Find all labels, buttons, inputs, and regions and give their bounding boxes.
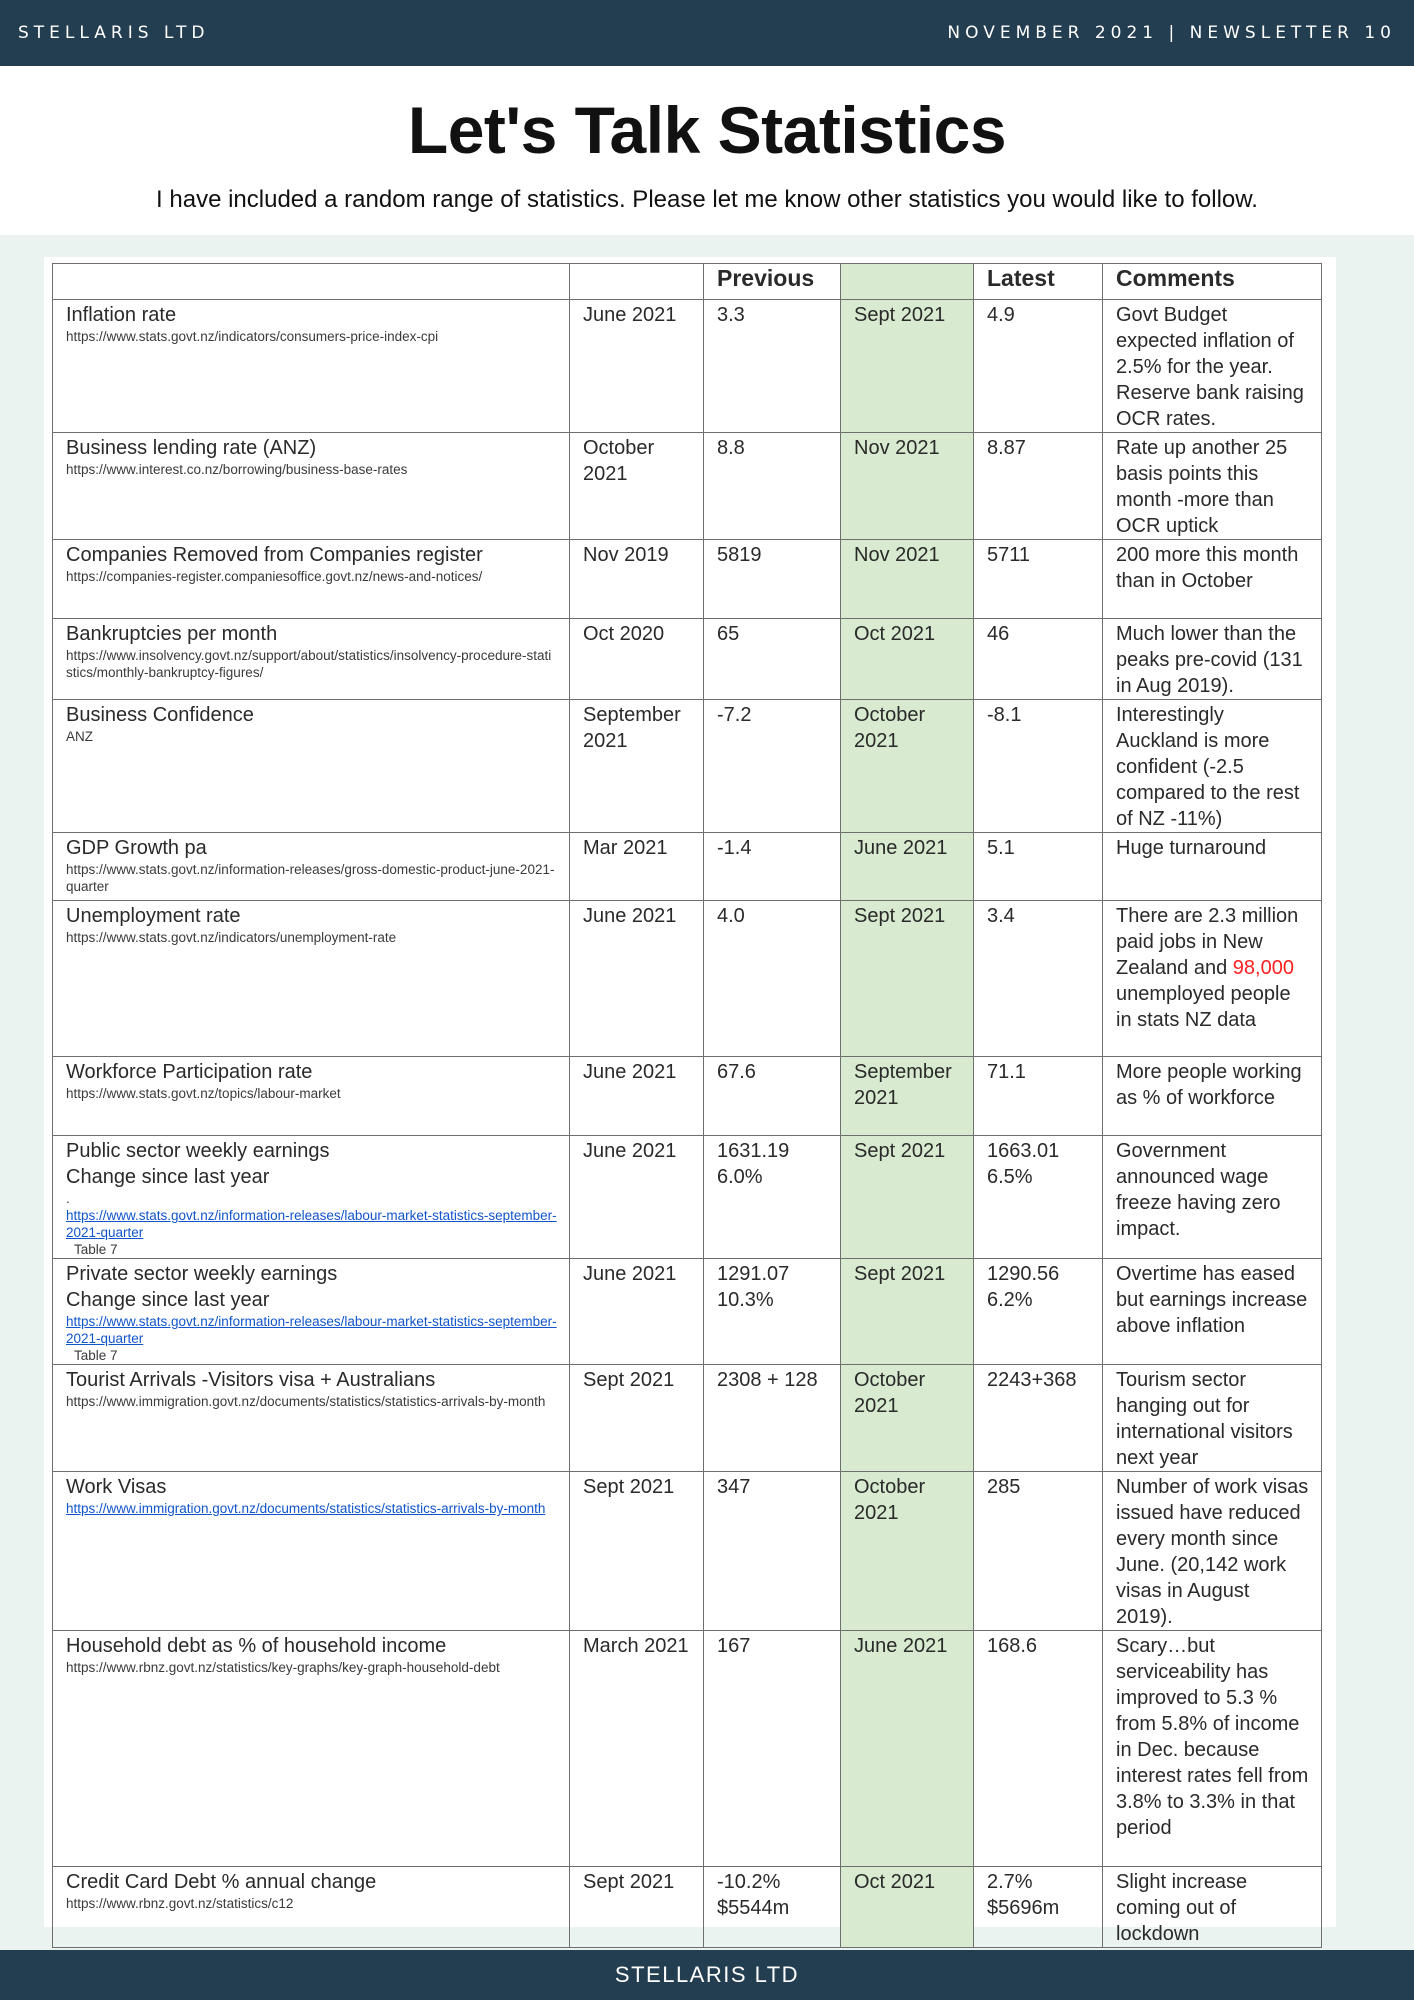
- header-cell-comments: Comments: [1103, 264, 1322, 300]
- previous-value-cell: [704, 700, 841, 833]
- statistic-name: Household debt as % of household income: [66, 1635, 447, 1657]
- previous-value-cell: [704, 1631, 841, 1867]
- table-row: [53, 901, 1322, 1057]
- previous-value-cell: [704, 833, 841, 901]
- latest-value-cell: [974, 1259, 1103, 1365]
- table-row: [53, 1472, 1322, 1631]
- previous-date-cell: June 2021: [570, 901, 704, 1057]
- header-cell-previous-date: [570, 264, 704, 300]
- latest-date-cell: October 2021: [841, 1365, 974, 1472]
- previous-date-cell: October 2021: [570, 433, 704, 540]
- statistic-name: GDP Growth pa: [66, 837, 207, 859]
- comment-text: Government announced wage freeze having zero impact.: [1116, 1140, 1281, 1240]
- previous-value-cell: [704, 433, 841, 540]
- source-note: Table 7: [74, 1242, 118, 1257]
- previous-value: 347: [717, 1476, 751, 1498]
- previous-value-secondary: 10.3%: [717, 1289, 774, 1311]
- source-text: [66, 861, 557, 895]
- statistic-name: Inflation rate: [66, 304, 177, 326]
- latest-value-cell: [974, 1136, 1103, 1259]
- source-url: https://www.stats.govt.nz/information-releases/gross-domestic-product-june-2021-quarter: [66, 862, 555, 894]
- table-row: [53, 833, 1322, 901]
- latest-date-cell: Sept 2021: [841, 300, 974, 433]
- latest-date-cell: Sept 2021: [841, 1136, 974, 1259]
- previous-value-cell: [704, 619, 841, 700]
- comment-text: Tourism sector hanging out for international visitors next year: [1116, 1369, 1293, 1469]
- table-row: [53, 1867, 1322, 1948]
- latest-value-cell: [974, 901, 1103, 1057]
- latest-date-cell: Nov 2021: [841, 433, 974, 540]
- statistic-name: Work Visas: [66, 1476, 167, 1498]
- statistic-name: Business Confidence: [66, 704, 254, 726]
- comment-text: Govt Budget expected inflation of 2.5% for the year. Reserve bank raising OCR rates.: [1116, 304, 1304, 430]
- source-link[interactable]: https://www.stats.govt.nz/information-releases/labour-market-statistics-september-2021-quarter: [66, 1208, 557, 1240]
- source-text: [66, 647, 557, 681]
- comment-cell: [1103, 1365, 1322, 1472]
- latest-date-cell: Sept 2021: [841, 1259, 974, 1365]
- latest-value: 285: [987, 1476, 1021, 1498]
- latest-value-secondary: 6.5%: [987, 1166, 1033, 1188]
- table-row: [53, 1365, 1322, 1472]
- source-text: [66, 1393, 557, 1410]
- statistic-cell: [53, 1136, 570, 1259]
- table-row: [53, 1259, 1322, 1365]
- comment-cell: [1103, 700, 1322, 833]
- comment-cell: [1103, 300, 1322, 433]
- statistic-cell: [53, 1057, 570, 1136]
- latest-date-cell: Sept 2021: [841, 901, 974, 1057]
- latest-value-cell: [974, 1472, 1103, 1631]
- statistic-cell: [53, 433, 570, 540]
- previous-date-cell: September 2021: [570, 700, 704, 833]
- top-banner: [0, 0, 1414, 66]
- statistic-name: Public sector weekly earnings: [66, 1140, 330, 1162]
- latest-value-cell: [974, 700, 1103, 833]
- source-text: [66, 1313, 557, 1364]
- latest-value: 5.1: [987, 837, 1015, 859]
- source-text: [66, 1190, 557, 1258]
- previous-value-cell: [704, 901, 841, 1057]
- table-row: [53, 1057, 1322, 1136]
- header-cell-latest: Latest: [974, 264, 1103, 300]
- statistic-name: Workforce Participation rate: [66, 1061, 313, 1083]
- previous-date-cell: June 2021: [570, 1136, 704, 1259]
- previous-value: 167: [717, 1635, 751, 1657]
- source-url: https://www.stats.govt.nz/indicators/consumers-price-index-cpi: [66, 329, 439, 344]
- latest-value: 71.1: [987, 1061, 1026, 1083]
- previous-date-cell: Sept 2021: [570, 1867, 704, 1948]
- source-text: [66, 328, 557, 345]
- comment-text: Rate up another 25 basis points this month -more than OCR uptick: [1116, 437, 1288, 537]
- latest-value-secondary: $5696m: [987, 1897, 1060, 1919]
- latest-date-cell: Nov 2021: [841, 540, 974, 619]
- previous-value: 3.3: [717, 304, 745, 326]
- previous-date-cell: Mar 2021: [570, 833, 704, 901]
- page-title: Let's Talk Statistics: [407, 93, 1007, 167]
- comment-text: Slight increase coming out of lockdown: [1116, 1871, 1248, 1945]
- latest-value-secondary: 6.2%: [987, 1289, 1033, 1311]
- previous-value-cell: [704, 1057, 841, 1136]
- source-note: Table 7: [74, 1348, 118, 1363]
- comment-cell: [1103, 619, 1322, 700]
- latest-value-cell: [974, 619, 1103, 700]
- source-text: [66, 1659, 557, 1676]
- previous-value-secondary: $5544m: [717, 1897, 790, 1919]
- comment-cell: [1103, 1631, 1322, 1867]
- previous-date-cell: March 2021: [570, 1631, 704, 1867]
- previous-value: -10.2%: [717, 1871, 781, 1893]
- latest-date-cell: Oct 2021: [841, 619, 974, 700]
- latest-value: 1290.56: [987, 1263, 1060, 1285]
- table-row: [53, 433, 1322, 540]
- statistic-cell: [53, 901, 570, 1057]
- previous-value-cell: [704, 1472, 841, 1631]
- comment-text: Huge turnaround: [1116, 837, 1267, 859]
- source-url: https://companies-register.companiesoffice.govt.nz/news-and-notices/: [66, 569, 483, 584]
- source-url: https://www.insolvency.govt.nz/support/about/statistics/insolvency-procedure-statistics/monthly-bankruptcy-figures/: [66, 648, 552, 680]
- statistic-cell: [53, 1365, 570, 1472]
- statistic-subname: Change since last year: [66, 1289, 270, 1311]
- comment-cell: [1103, 1259, 1322, 1365]
- latest-value-cell: [974, 1365, 1103, 1472]
- statistic-name: Companies Removed from Companies register: [66, 544, 483, 566]
- table-row: [53, 619, 1322, 700]
- previous-date-cell: Sept 2021: [570, 1472, 704, 1631]
- source-text: [66, 1895, 557, 1912]
- header-cell-previous: Previous: [704, 264, 841, 300]
- previous-date-cell: Sept 2021: [570, 1365, 704, 1472]
- latest-value-cell: [974, 540, 1103, 619]
- source-url: https://www.stats.govt.nz/indicators/unemployment-rate: [66, 930, 397, 945]
- latest-date-cell: Oct 2021: [841, 1867, 974, 1948]
- statistic-cell: [53, 1472, 570, 1631]
- latest-value: 168.6: [987, 1635, 1038, 1657]
- comment-text: There are 2.3 million paid jobs in New Zealand and: [1116, 905, 1299, 979]
- previous-value-cell: [704, 1136, 841, 1259]
- comment-cell: [1103, 1867, 1322, 1948]
- latest-value-cell: [974, 433, 1103, 540]
- previous-value: 65: [717, 623, 740, 645]
- latest-value-cell: [974, 833, 1103, 901]
- comment-text: Scary…but serviceability has improved to 5.3 % from 5.8% of income in Dec. because interest rates fell from 3.8% to 3.3% in that period: [1116, 1635, 1309, 1839]
- comment-text: Number of work visas issued have reduced every month since June. (20,142 work visas in August 2019).: [1116, 1476, 1309, 1628]
- previous-value: 1291.07: [717, 1263, 790, 1285]
- source-text: [66, 568, 557, 585]
- comment-text: More people working as % of workforce: [1116, 1061, 1302, 1109]
- previous-date-cell: June 2021: [570, 300, 704, 433]
- page-subtitle: I have included a random range of statistics. Please let me know other statistics you would like to follow.: [156, 186, 1258, 213]
- comment-text: Interestingly Auckland is more confident (-2.5 compared to the rest of NZ -11%): [1116, 704, 1300, 830]
- latest-value: 5711: [987, 544, 1031, 566]
- statistic-cell: [53, 700, 570, 833]
- source-url: https://www.rbnz.govt.nz/statistics/key-graphs/key-graph-household-debt: [66, 1660, 500, 1675]
- source-text: [66, 728, 557, 745]
- table-row: [53, 540, 1322, 619]
- source-prefix: .: [66, 1191, 70, 1206]
- table-row: [53, 1136, 1322, 1259]
- table-row: [53, 1631, 1322, 1867]
- previous-value: 8.8: [717, 437, 745, 459]
- table-row: [53, 700, 1322, 833]
- statistic-cell: [53, 540, 570, 619]
- statistic-name: Credit Card Debt % annual change: [66, 1871, 377, 1893]
- source-url: ANZ: [66, 729, 93, 744]
- comment-text: unemployed people in stats NZ data: [1116, 983, 1291, 1031]
- source-url: https://www.stats.govt.nz/topics/labour-market: [66, 1086, 341, 1101]
- comment-text: Overtime has eased but earnings increase above inflation: [1116, 1263, 1308, 1337]
- comment-cell: [1103, 540, 1322, 619]
- latest-value-cell: [974, 1631, 1103, 1867]
- latest-date-cell: June 2021: [841, 833, 974, 901]
- previous-value: -7.2: [717, 704, 752, 726]
- source-url: https://www.rbnz.govt.nz/statistics/c12: [66, 1896, 294, 1911]
- previous-value-cell: [704, 1867, 841, 1948]
- statistic-cell: [53, 1259, 570, 1365]
- source-text: [66, 1500, 557, 1517]
- source-url: https://www.interest.co.nz/borrowing/business-base-rates: [66, 462, 408, 477]
- source-url: https://www.immigration.govt.nz/documents/statistics/statistics-arrivals-by-month: [66, 1394, 546, 1409]
- footer-brand: STELLARIS LTD: [614, 1962, 800, 1987]
- latest-date-cell: October 2021: [841, 1472, 974, 1631]
- latest-value-cell: [974, 1867, 1103, 1948]
- comment-cell: [1103, 1472, 1322, 1631]
- previous-value-secondary: 6.0%: [717, 1166, 763, 1188]
- previous-value-cell: [704, 300, 841, 433]
- source-text: [66, 461, 557, 478]
- latest-date-cell: September 2021: [841, 1057, 974, 1136]
- comment-cell: [1103, 1057, 1322, 1136]
- previous-value-cell: [704, 540, 841, 619]
- comment-highlight: 98,000: [1232, 957, 1294, 979]
- issue-label: NOVEMBER 2021 | NEWSLETTER 10: [947, 23, 1396, 43]
- statistic-cell: [53, 619, 570, 700]
- latest-value: 2243+368: [987, 1369, 1077, 1391]
- latest-value: 2.7%: [987, 1871, 1033, 1893]
- statistic-cell: [53, 833, 570, 901]
- statistic-subname: Change since last year: [66, 1166, 270, 1188]
- source-link[interactable]: https://www.stats.govt.nz/information-releases/labour-market-statistics-september-2021-quarter: [66, 1314, 557, 1346]
- comment-text: 200 more this month than in October: [1116, 544, 1299, 592]
- source-text: [66, 929, 557, 946]
- previous-date-cell: Oct 2020: [570, 619, 704, 700]
- latest-value: 46: [987, 623, 1010, 645]
- table-row: [53, 300, 1322, 433]
- footer-banner: [0, 1950, 1414, 2000]
- source-link[interactable]: https://www.immigration.govt.nz/documents/statistics/statistics-arrivals-by-month: [66, 1501, 546, 1516]
- statistic-name: Tourist Arrivals -Visitors visa + Australians: [66, 1369, 436, 1391]
- latest-value-cell: [974, 1057, 1103, 1136]
- statistic-name: Bankruptcies per month: [66, 623, 278, 645]
- latest-value-cell: [974, 300, 1103, 433]
- latest-value: 1663.01: [987, 1140, 1060, 1162]
- previous-value-cell: [704, 1365, 841, 1472]
- previous-value-cell: [704, 1259, 841, 1365]
- comment-text: Much lower than the peaks pre-covid (131 in Aug 2019).: [1116, 623, 1303, 697]
- latest-value: 3.4: [987, 905, 1015, 927]
- comment-cell: [1103, 833, 1322, 901]
- latest-date-cell: October 2021: [841, 700, 974, 833]
- statistic-name: Business lending rate (ANZ): [66, 437, 317, 459]
- previous-value: 67.6: [717, 1061, 756, 1083]
- previous-value: 1631.19: [717, 1140, 790, 1162]
- previous-value: -1.4: [717, 837, 752, 859]
- header-cell-statistic: [53, 264, 570, 300]
- latest-value: 4.9: [987, 304, 1015, 326]
- comment-cell: [1103, 901, 1322, 1057]
- previous-date-cell: June 2021: [570, 1057, 704, 1136]
- statistic-cell: [53, 1867, 570, 1948]
- latest-value: -8.1: [987, 704, 1022, 726]
- previous-value: 2308 + 128: [717, 1369, 818, 1391]
- previous-date-cell: Nov 2019: [570, 540, 704, 619]
- previous-value: 4.0: [717, 905, 745, 927]
- table-header-row: [53, 264, 1322, 300]
- comment-cell: [1103, 1136, 1322, 1259]
- statistic-name: Private sector weekly earnings: [66, 1263, 338, 1285]
- statistic-cell: [53, 1631, 570, 1867]
- comment-cell: [1103, 433, 1322, 540]
- statistics-table: [52, 263, 1322, 1948]
- source-text: [66, 1085, 557, 1102]
- latest-value: 8.87: [987, 437, 1026, 459]
- latest-date-cell: June 2021: [841, 1631, 974, 1867]
- previous-date-cell: June 2021: [570, 1259, 704, 1365]
- statistic-cell: [53, 300, 570, 433]
- previous-value: 5819: [717, 544, 762, 566]
- header-cell-latest-date: [841, 264, 974, 300]
- brand-name: STELLARIS LTD: [18, 23, 210, 43]
- statistic-name: Unemployment rate: [66, 905, 241, 927]
